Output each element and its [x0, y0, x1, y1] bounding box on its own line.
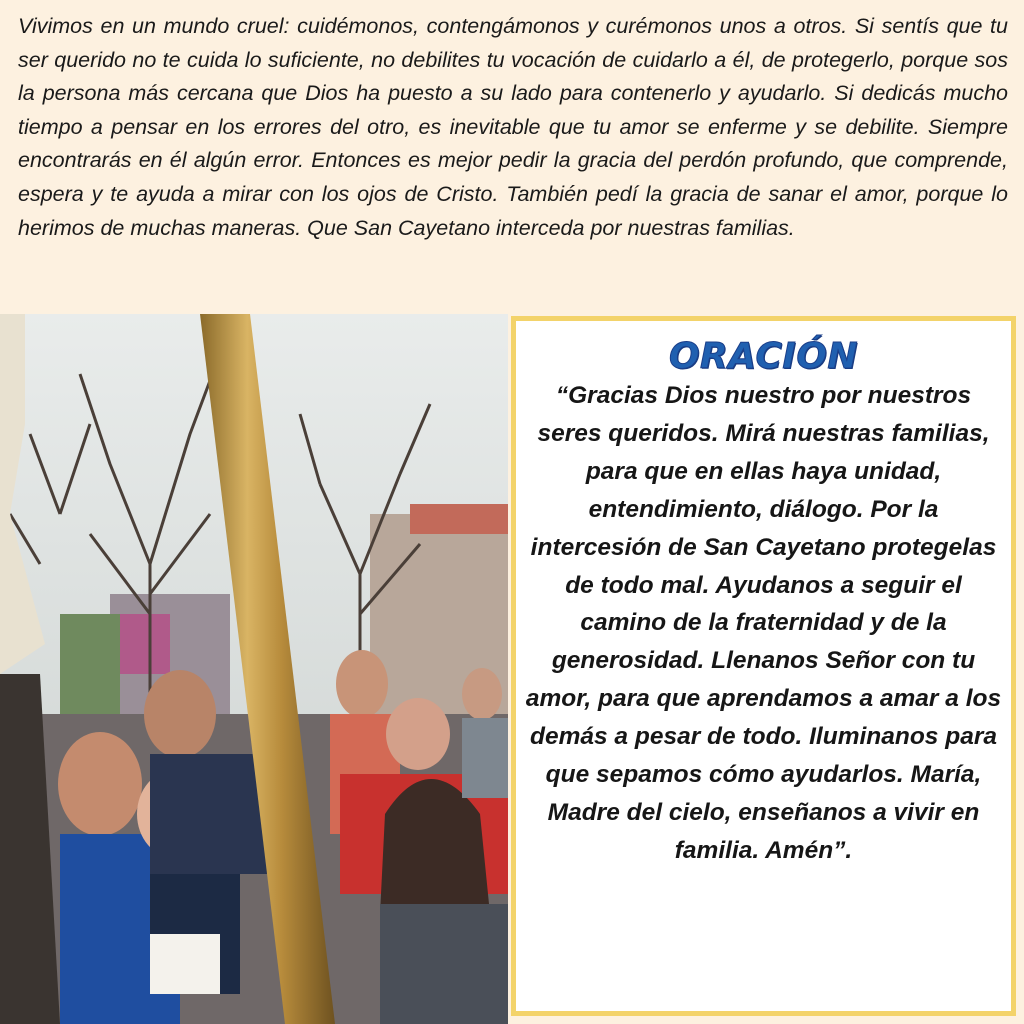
prayer-box	[511, 316, 1016, 1016]
prayer-text: “Gracias Dios nuestro por nuestros seres queridos. Mirá nuestras familias, para que en ellas haya unidad, entendimiento, diálogo. Por la intercesión de San Cayetano protegelas de todo mal. Ayudanos a seguir el camino de la fraternidad y de la generosidad. Llenanos Señor con tu amor, para que aprendamos a amar a los demás a pesar de todo. Iluminanos para que sepamos cómo ayudarlos. María, Madre del cielo, enseñanos a vivir en familia. Amén”.	[525, 382, 1002, 864]
reflection-paragraph: Vivimos en un mundo cruel: cuidémonos, contengámonos y curémonos unos a otros. Si sentís que tu ser querido no te cuida lo suficiente, no debilites tu vocación de cuidarlo a él, de protegerlo, porque sos la persona más cercana que Dios ha puesto a su lado para contenerlo y ayudarlo. Si dedicás mucho tiempo a pensar en los errores del otro, es inevitable que tu amor se enferme y se debilite. Siempre encontrarás en él algún error. Entonces es mejor pedir la gracia del perdón profundo, que comprende, espera y te ayuda a mirar con los ojos de Cristo. También pedí la gracia de sanar el amor, porque lo herimos de muchas maneras. Que San Cayetano interceda por nuestras familias.	[18, 14, 1008, 240]
prayer-title: ORACIÓN	[668, 336, 859, 377]
pilgrims-photo	[0, 314, 508, 1024]
